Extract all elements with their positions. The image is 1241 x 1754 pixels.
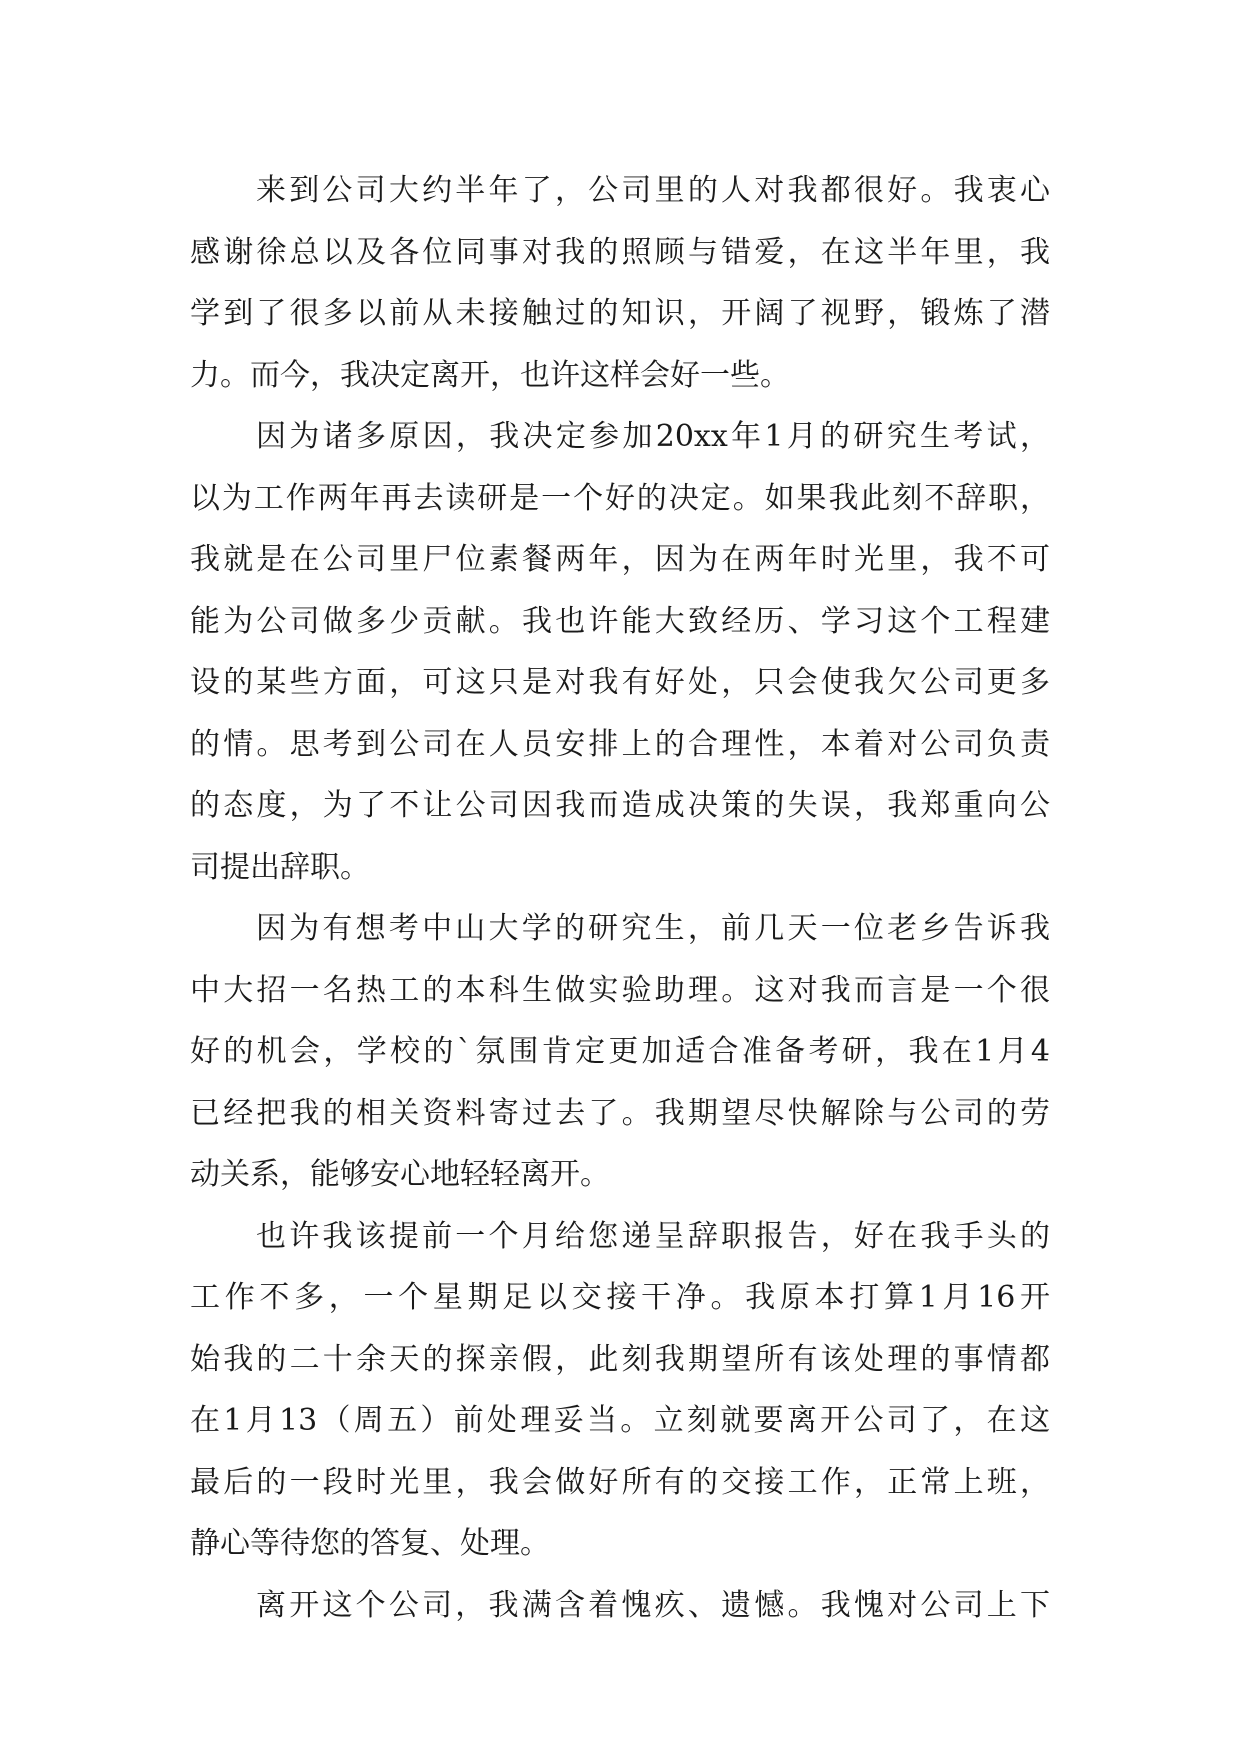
text-line: 设的某些方面，可这只是对我有好处，只会使我欠公司更多 [190,665,1050,700]
text-line: 来到公司大约半年了，公司里的人对我都很好。我衷心 [256,173,1050,208]
text-line: 学到了很多以前从未接触过的知识，开阔了视野，锻炼了潜 [190,296,1050,331]
paragraph-4 [190,1206,1050,1575]
paragraph-2 [190,406,1050,898]
text-line: 离开这个公司，我满含着愧疚、遗憾。我愧对公司上下 [256,1587,1050,1623]
text-line: 力。而今，我决定离开，也许这样会好一些。 [190,357,790,393]
text-line: 好的机会，学校的`氛围肯定更加适合准备考研，我在1月4 [190,1034,1050,1069]
paragraph-1 [190,160,1050,406]
text-line: 司提出辞职。 [190,849,370,885]
text-line: 动关系，能够安心地轻轻离开。 [190,1157,610,1192]
paragraph-5 [190,1575,1050,1637]
text-line: 也许我该提前一个月给您递呈辞职报告，好在我手头的 [256,1218,1050,1254]
text-line: 能为公司做多少贡献。我也许能大致经历、学习这个工程建 [190,603,1050,639]
text-line: 最后的一段时光里，我会做好所有的交接工作，正常上班， [190,1464,1050,1500]
text-line: 的态度，为了不让公司因我而造成决策的失误，我郑重向公 [190,788,1050,823]
text-line: 以为工作两年再去读研是一个好的决定。如果我此刻不辞职， [190,480,1050,516]
document-body [190,160,1050,1636]
text-line: 我就是在公司里尸位素餐两年，因为在两年时光里，我不可 [190,542,1050,577]
text-line: 始我的二十余天的探亲假，此刻我期望所有该处理的事情都 [190,1341,1050,1377]
paragraph-3 [190,898,1050,1206]
text-line: 因为有想考中山大学的研究生，前几天一位老乡告诉我 [256,911,1050,946]
text-line: 因为诸多原因，我决定参加20xx年1月的研究生考试， [256,419,1050,454]
text-line: 工作不多，一个星期足以交接干净。我原本打算1月16开 [190,1280,1050,1315]
text-line: 感谢徐总以及各位同事对我的照顾与错爱，在这半年里，我 [190,234,1050,270]
text-line: 已经把我的相关资料寄过去了。我期望尽快解除与公司的劳 [190,1095,1050,1131]
text-line: 的情。思考到公司在人员安排上的合理性，本着对公司负责 [190,726,1050,762]
text-line: 在1月13（周五）前处理妥当。立刻就要离开公司了，在这 [190,1403,1050,1438]
text-line: 中大招一名热工的本科生做实验助理。这对我而言是一个很 [190,972,1050,1008]
text-line: 静心等待您的答复、处理。 [190,1526,550,1561]
